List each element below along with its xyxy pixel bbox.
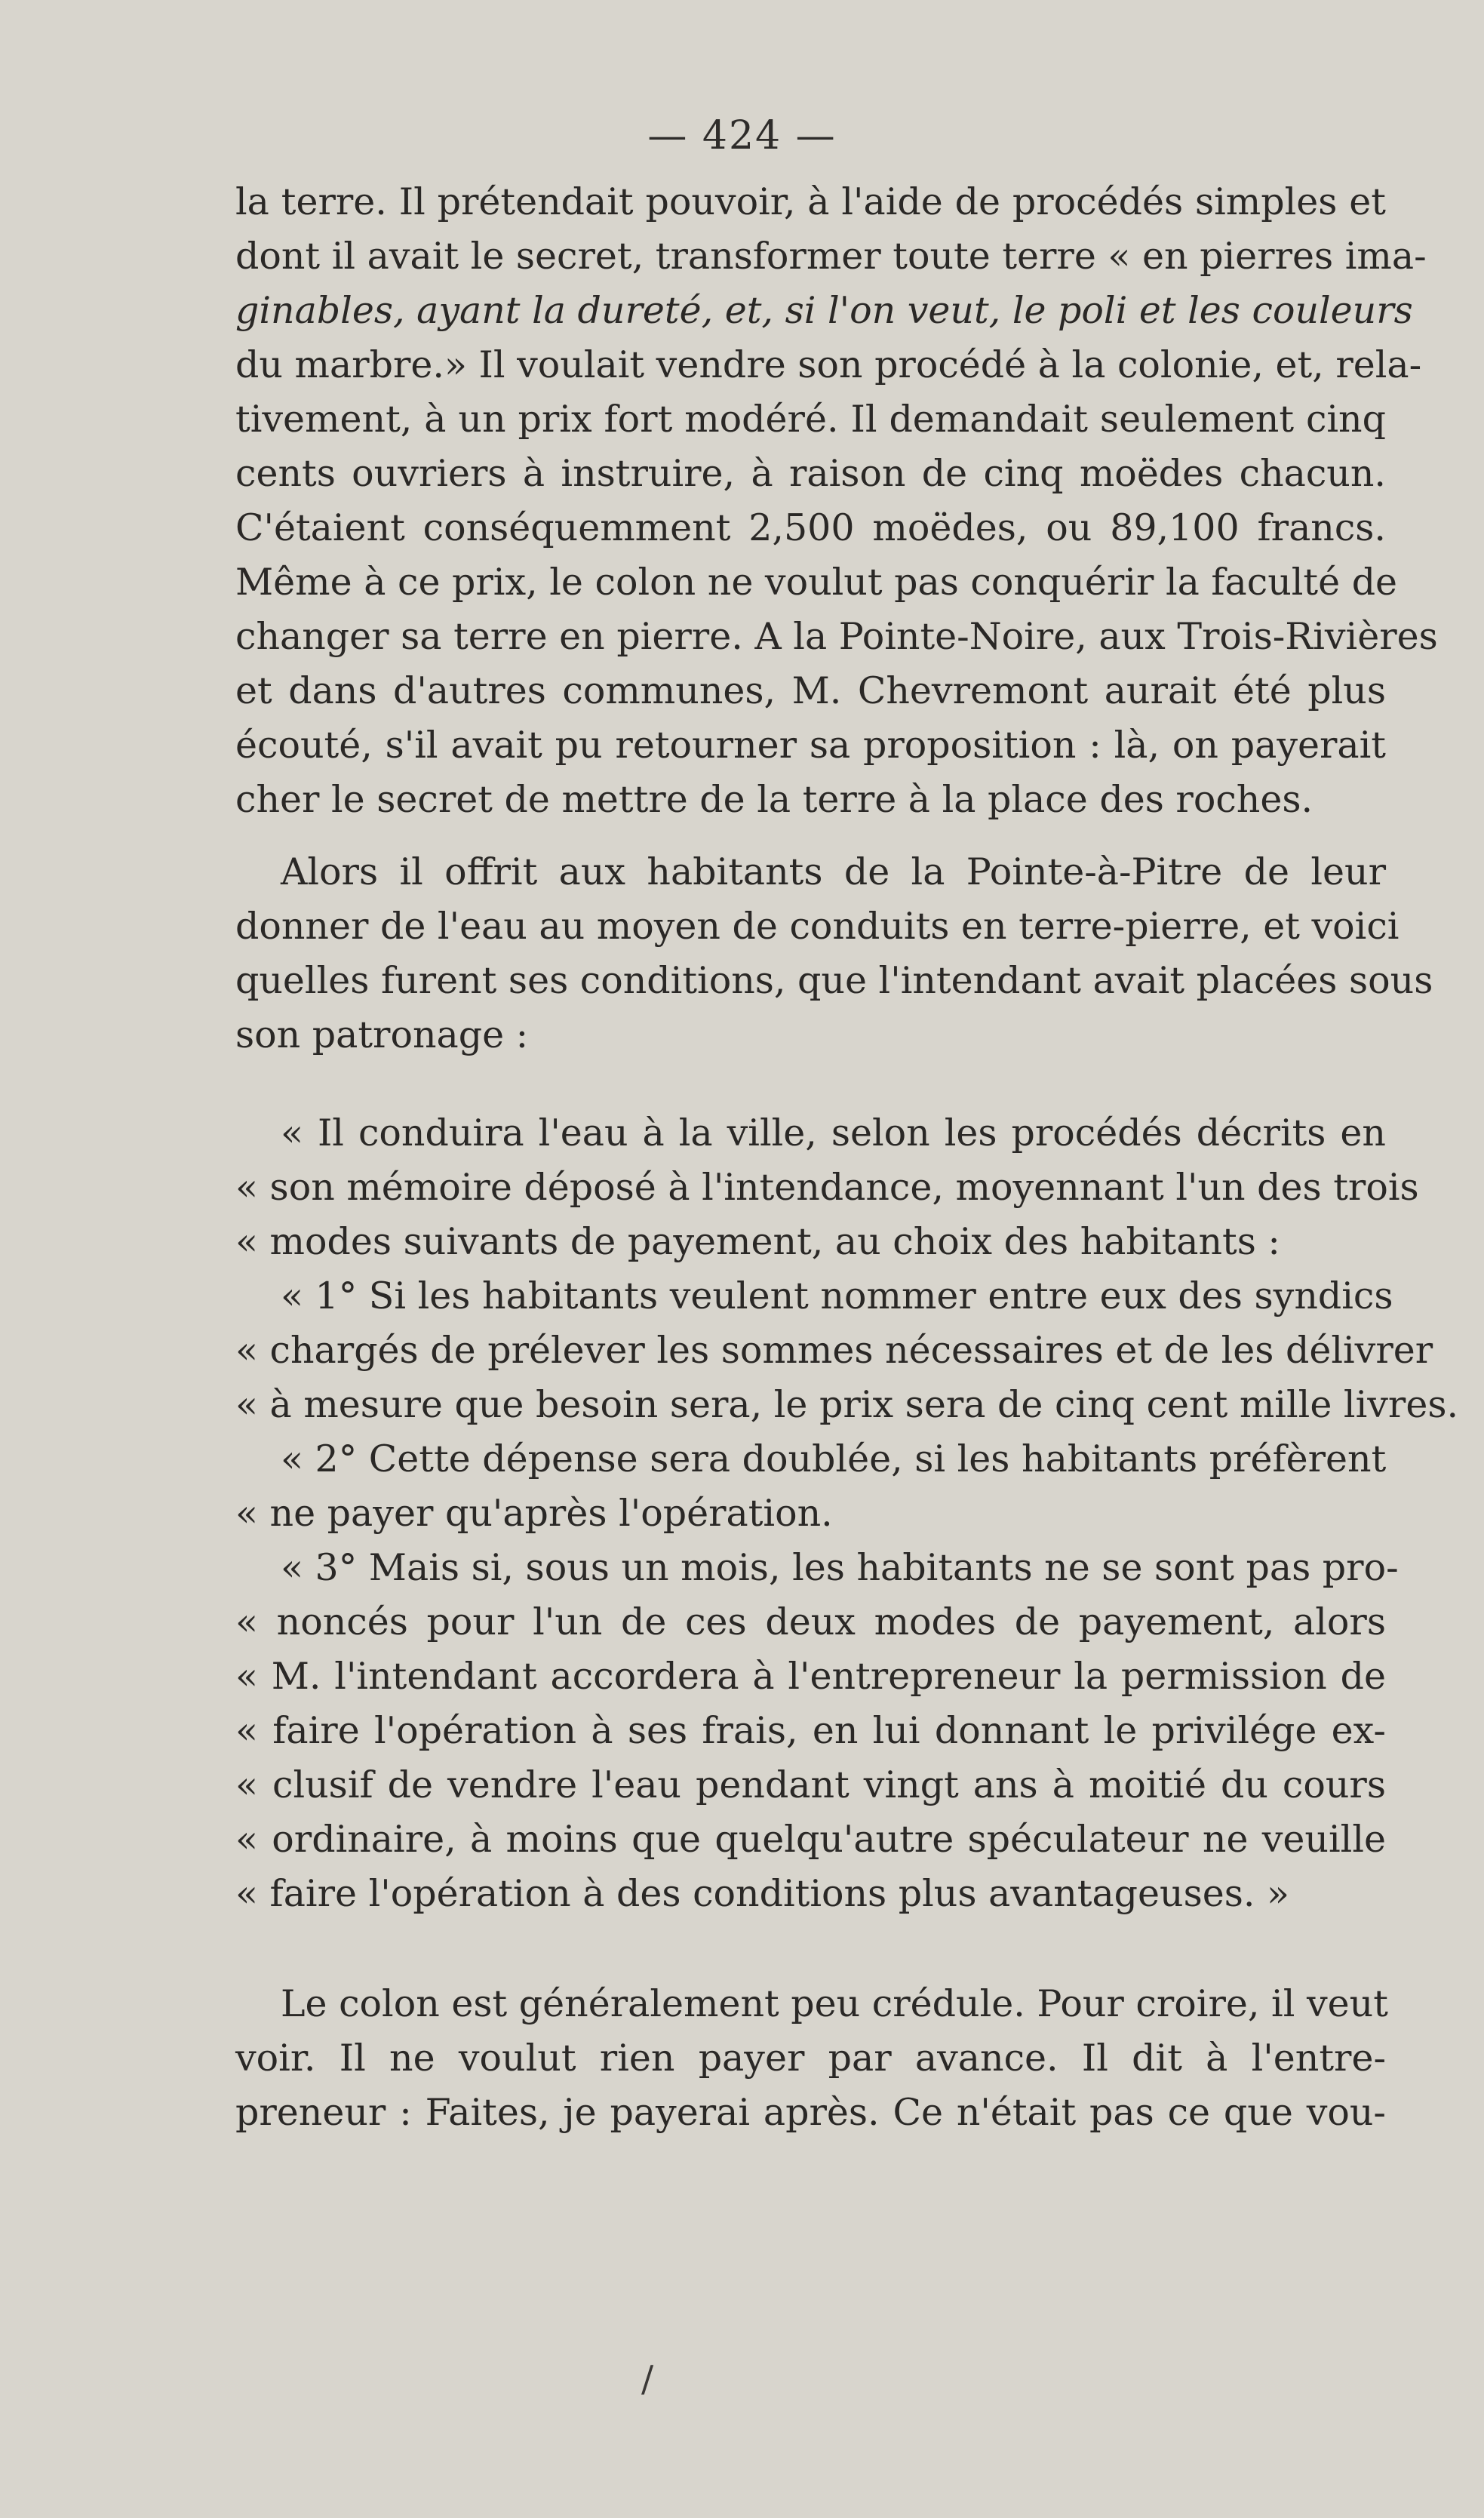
- quote-line: « son mémoire déposé à l'intendance, moyennant l'un des trois: [235, 1166, 1419, 1209]
- quote-line: « faire l'opération à ses frais, en lui donnant le privilége ex-: [235, 1709, 1386, 1752]
- quote-line: « faire l'opération à des conditions plus avantageuses. »: [235, 1872, 1290, 1915]
- printer-mark: /: [641, 2358, 654, 2400]
- quote-line: « modes suivants de payement, au choix des habitants :: [235, 1220, 1280, 1263]
- quote-line: « 3° Mais si, sous un mois, les habitants ne se sont pas pro-: [281, 1546, 1399, 1589]
- text-line: Même à ce prix, le colon ne voulut pas conquérir la faculté de: [235, 561, 1398, 604]
- quote-line: « 1° Si les habitants veulent nommer entre eux des syndics: [281, 1274, 1393, 1317]
- text-line: son patronage :: [235, 1013, 529, 1056]
- paragraph-3: [235, 1977, 1386, 2140]
- text-line: quelles furent ses conditions, que l'intendant avait placées sous: [235, 959, 1433, 1002]
- page-number: — 424 —: [647, 113, 837, 158]
- quote-line: « à mesure que besoin sera, le prix sera de cinq cent mille livres.: [235, 1383, 1459, 1426]
- text-line: et dans d'autres communes, M. Chevremont aurait été plus: [235, 669, 1386, 712]
- quote-line: « 2° Cette dépense sera doublée, si les habitants préfèrent: [281, 1437, 1387, 1480]
- text-line: [235, 284, 1413, 338]
- text-line: dont il avait le secret, transformer toute terre « en pierres ima-: [235, 235, 1427, 278]
- quote-line: « M. l'intendant accordera à l'entrepreneur la permission de: [235, 1655, 1386, 1698]
- italic-text: ginables, ayant la dureté, et, si l'on veut, le poli et les couleurs: [235, 289, 1413, 332]
- text-line: la terre. Il prétendait pouvoir, à l'aide de procédés simples et: [235, 180, 1386, 223]
- quote-line: « chargés de prélever les sommes nécessaires et de les délivrer: [235, 1329, 1433, 1372]
- text-line: tivement, à un prix fort modéré. Il demandait seulement cinq: [235, 398, 1386, 441]
- quotation-block: [235, 1106, 1459, 1921]
- text-line: voir. Il ne voulut rien payer par avance. Il dit à l'entre-: [235, 2037, 1386, 2080]
- text-line: C'étaient conséquemment 2,500 moëdes, ou 89,100 francs.: [235, 506, 1386, 549]
- text-line: changer sa terre en pierre. A la Pointe-Noire, aux Trois-Rivières: [235, 615, 1438, 658]
- quote-line: « Il conduira l'eau à la ville, selon les procédés décrits en: [281, 1111, 1386, 1154]
- paragraph-2: [235, 845, 1433, 1062]
- quote-line: « clusif de vendre l'eau pendant vingt ans à moitié du cours: [235, 1763, 1386, 1806]
- text-line: Alors il offrit aux habitants de la Pointe-à-Pitre de leur: [281, 850, 1386, 893]
- text-line: cher le secret de mettre de la terre à la place des roches.: [235, 778, 1313, 821]
- text-line: donner de l'eau au moyen de conduits en terre-pierre, et voici: [235, 905, 1400, 948]
- paragraph-1: [235, 175, 1438, 827]
- quote-line: « noncés pour l'un de ces deux modes de payement, alors: [235, 1600, 1386, 1643]
- text-line: preneur : Faites, je payerai après. Ce n'était pas ce que vou-: [235, 2091, 1386, 2134]
- quote-line: « ne payer qu'après l'opération.: [235, 1492, 833, 1535]
- text-line: Le colon est généralement peu crédule. Pour croire, il veut: [281, 1982, 1388, 2025]
- text-line: écouté, s'il avait pu retourner sa proposition : là, on payerait: [235, 724, 1386, 767]
- text-line: cents ouvriers à instruire, à raison de cinq moëdes chacun.: [235, 452, 1386, 495]
- quote-line: « ordinaire, à moins que quelqu'autre spéculateur ne veuille: [235, 1818, 1386, 1861]
- text-line: du marbre.» Il voulait vendre son procédé à la colonie, et, rela-: [235, 343, 1422, 386]
